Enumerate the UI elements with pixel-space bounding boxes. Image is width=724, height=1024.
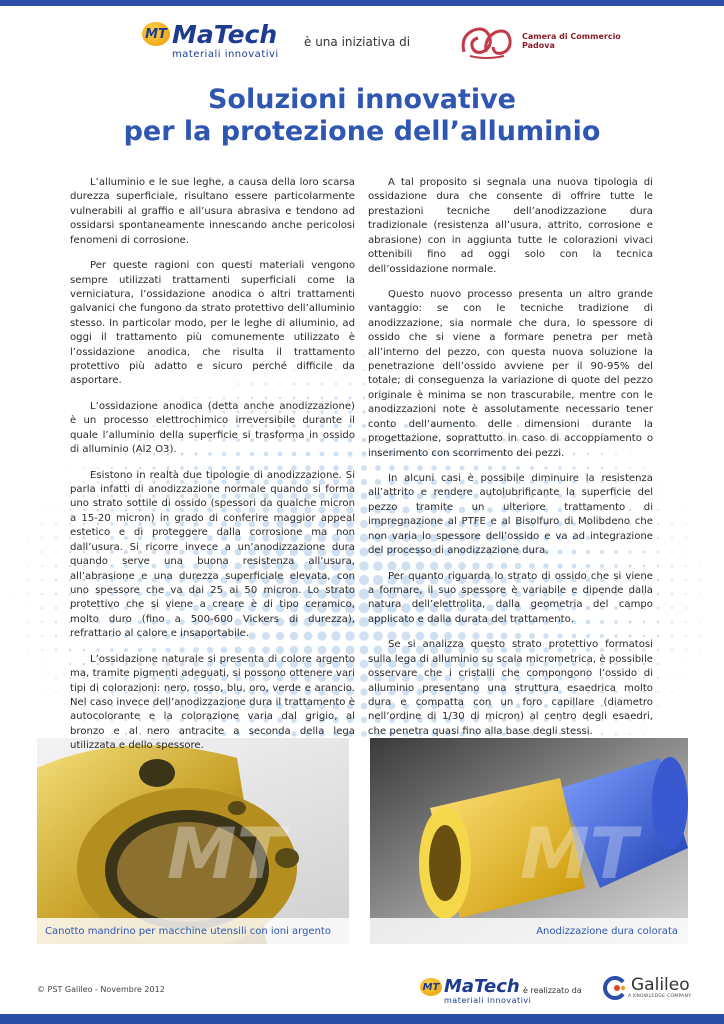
matech-footer-logo: [420, 978, 531, 1005]
article-right-column: [368, 176, 653, 750]
page-title: [0, 84, 724, 149]
photo-caption-left: Canotto mandrino per macchine utensili con ioni argento: [37, 918, 349, 944]
paragraph: Per queste ragioni con questi materiali vengono sempre utilizzati trattamenti superficiali come la verniciatura, l’ossidazione anodica o altri trattamenti galvanici che fungono da strato protettivo dell’alluminio stesso. In particolar modo, per le leghe di alluminio, ad oggi il trattamento più comunemente utilizzato è l’ossidazione anodica, che risulta il trattamento protettivo più adatto e sicuro perché difficile da asportare.: [70, 260, 355, 387]
paragraph: Questo nuovo processo presenta un altro grande vantaggio: se con le tecniche tradizione di anodizzazione, sia normale che dura, lo spessore di ossido che si viene a formare penetra per metà all’interno del pezzo, con questa nuova soluzione la penetrazione dell’ossido avviene per il 90-95% del totale; di conseguenza la variazione di quote del pezzo originale è minima se non trascurabile, mentre con le anodizzazioni note è assolutamente necessario tener conto dell’aumento delle dimensioni durante la progettazione, soprattutto in caso di accoppiamento o inserimento con scorrimento dei pezzi.: [368, 288, 653, 459]
galileo-name: Galileo: [631, 975, 690, 995]
top-accent-bar: [0, 0, 724, 6]
colored-anodizing-photo: [370, 738, 688, 944]
chamber-of-commerce-logo: [456, 22, 621, 60]
galileo-logo: [602, 975, 691, 1001]
paragraph: L’alluminio e le sue leghe, a causa della loro scarsa durezza superficiale, risultano essere particolarmente vulnerabili al graffio e all’usura abrasiva e tendono ad ossidarsi spontaneamente innescando anche pericolosi fenomeni di corrosione.: [70, 177, 355, 246]
matech-logo-word: MaTech: [444, 976, 520, 997]
paragraph: L’ossidazione naturale si presenta di colore argento ma, tramite pigmenti adeguati, si possono ottenere vari tipi di colorazioni: nero, rosso, blu, oro, verde e arancio. Nel caso invece dell’anodizzazione dura il trattamento è autocolorante e la colorazione varia dal grigio, al bronzo e al nero antracite a seconda della lega utilizzata e dello spessore.: [70, 653, 355, 752]
galileo-tagline: A KNOWLEDGE COMPANY: [628, 994, 692, 999]
colored-cylinders-illustration: [370, 738, 688, 944]
initiative-text: è una iniziativa di: [304, 35, 411, 49]
chamber-name: Camera di Commercio: [522, 31, 621, 41]
gold-spindle-illustration: [37, 738, 349, 944]
matech-logo: [142, 22, 279, 60]
paragraph: In alcuni casi è possibile diminuire la resistenza all’attrito e rendere autolubrificante la superficie del pezzo tramite un ulteriore trattamento di impregnazione al PTFE e al Bisolfuro di Molibdeno che non varia lo spessore dell’ossido e va ad integrazione del processo di anodizzazione dura.: [368, 473, 653, 557]
svg-text:MT: MT: [167, 813, 285, 895]
copyright-text: © PST Galileo - Novembre 2012: [37, 985, 165, 994]
title-line-1: Soluzioni innovative: [207, 84, 516, 115]
matech-mark-icon: MT: [142, 22, 170, 46]
realized-by-text: è realizzato da: [523, 986, 582, 995]
svg-text:MT: MT: [520, 813, 638, 895]
title-line-2: per la protezione dell’alluminio: [123, 116, 601, 148]
paragraph: A tal proposito si segnala una nuova tipologia di ossidazione dura che consente di offrire tutte le prestazioni tecniche dell’anodizzazione dura tradizionale (resistenza all’usura, attrito, corrosione e abrasione) con in aggiunta tutte le colorazioni vivaci ottenibili fino ad oggi solo con la tecnica dell’ossidazione normale.: [368, 177, 653, 275]
chamber-city: Padova: [522, 41, 555, 50]
spindle-sleeve-photo: [37, 738, 349, 944]
paragraph: L’ossidazione anodica (detta anche anodizzazione) è un processo elettrochimico irreversibile durante il quale l’alluminio della superficie si trasforma in ossido di alluminio (Al2 O3).: [70, 400, 355, 456]
matech-logo-tagline: materiali innovativi: [444, 996, 532, 1005]
paragraph: Per quanto riguarda lo strato di ossido che si viene a formare, il suo spessore è variabile e dipende dalla natura dell’elettrolita, dalla geometria del campo applicato e dalla durata del trattamento.: [368, 570, 653, 625]
paragraph: Se si analizza questo strato protettivo formatosi sulla lega di alluminio su scala micrometrica, è possibile osservare che i cristalli che compongono l’ossido di alluminio presentano una struttura esaedrica molto dura e compatta con un foro capillare (diametro nell’ordine di 1/30 di micron) al centro degli esaedri, che penetra quasi fino alla base degli stessi.: [368, 639, 653, 737]
article-left-column: [70, 176, 355, 765]
bottom-accent-bar: [0, 1014, 724, 1024]
paragraph: Esistono in realtà due tipologie di anodizzazione. Si parla infatti di anodizzazione normale quando si forma uno strato sottile di ossido (spessori da qualche micron a 15-20 micron) in grado di conferire maggior appeal estetico e di proteggere dalla corrosione ma non dall’usura. Si ricorre invece a un’anodizzazione dura quando serve una buona resistenza all’usura, all’abrasione e una durezza superficiale elevata, con uno spessore che va dai 25 ai 50 micron. Lo strato protettivo che si viene a creare è di tipo ceramico, molto duro (fino a 500-600 Vickers di durezza), refrattario al calore e insaportabile.: [70, 469, 355, 640]
chamber-emblem-icon: [456, 22, 516, 60]
galileo-emblem-icon: [602, 975, 628, 1001]
photo-caption-right: Anodizzazione dura colorata: [370, 918, 688, 944]
matech-logo-tagline: materiali innovativi: [172, 49, 279, 60]
matech-mark-icon: MT: [420, 978, 442, 996]
matech-logo-word: MaTech: [172, 20, 278, 49]
